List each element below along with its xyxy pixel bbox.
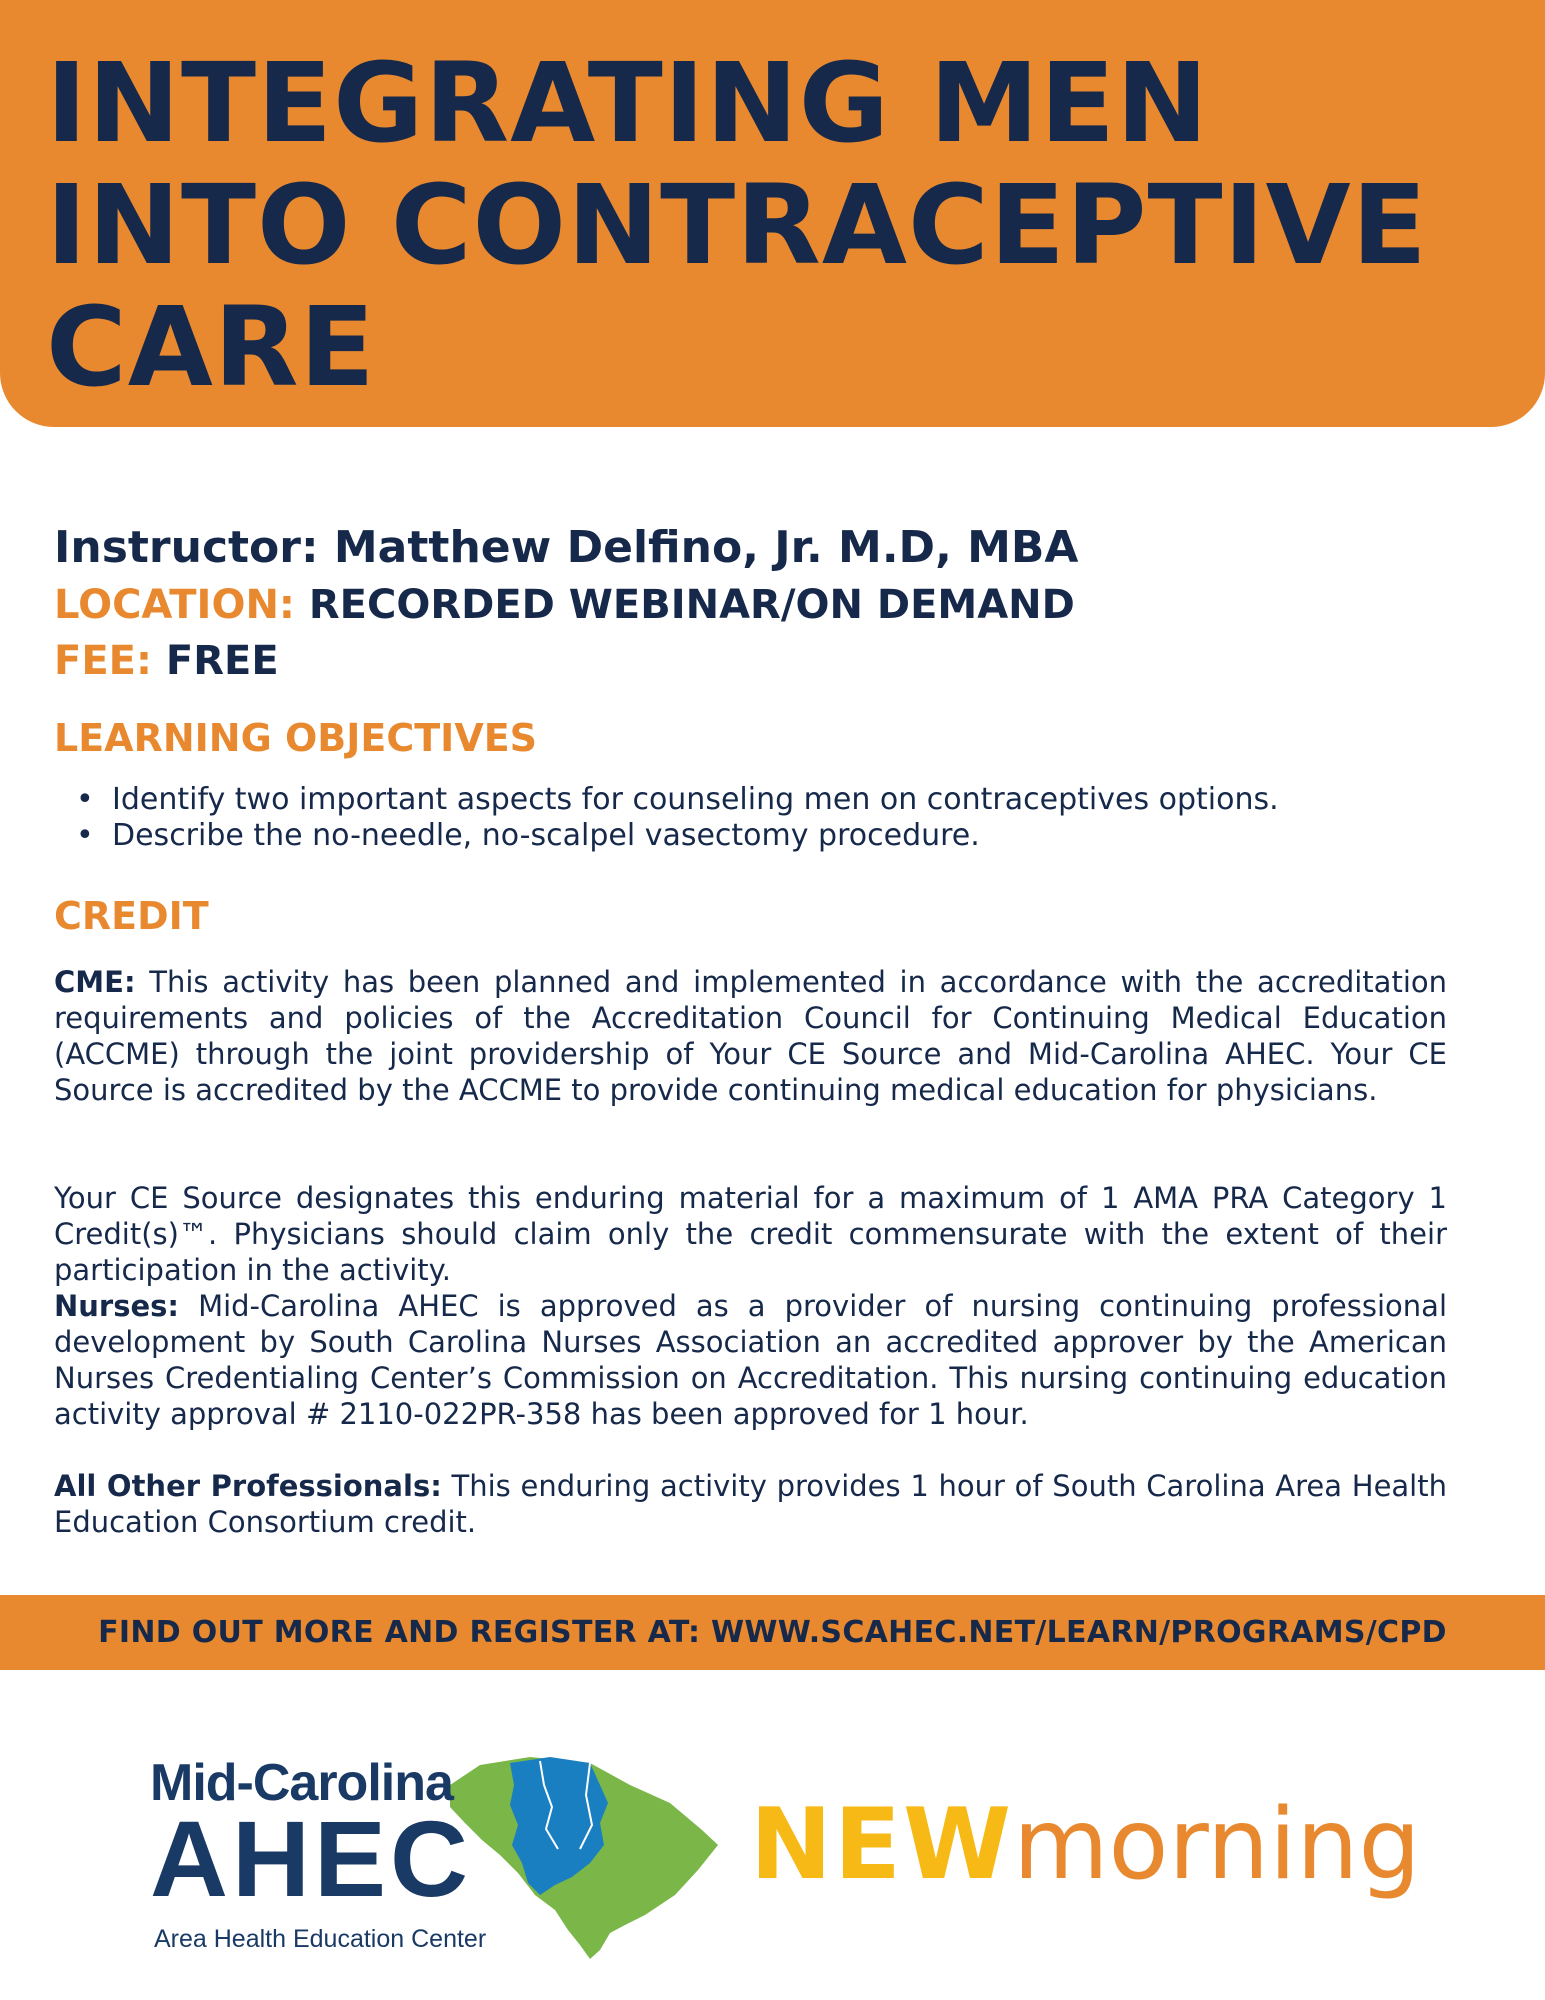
cme-paragraph <box>54 964 1447 1108</box>
objective-text: Identify two important aspects for counseling men on contraceptives options. <box>112 782 1279 817</box>
header-banner <box>0 0 1545 427</box>
list-item <box>54 782 1454 818</box>
title-line-1: INTEGRATING MEN <box>46 39 1210 167</box>
bullet-icon: • <box>76 818 94 853</box>
register-banner <box>0 1595 1545 1670</box>
objectives-heading: LEARNING OBJECTIVES <box>54 716 538 760</box>
nurses-label: Nurses: <box>54 1289 180 1323</box>
register-link[interactable]: FIND OUT MORE AND REGISTER AT: WWW.SCAHEC.NET/LEARN/PROGRAMS/CPD <box>98 1615 1447 1650</box>
fee-value: FREE <box>165 638 279 684</box>
location-line <box>54 582 1454 628</box>
objective-text: Describe the no-needle, no-scalpel vasectomy procedure. <box>112 818 980 853</box>
ahec-subtitle: Area Health Education Center <box>154 1925 487 1953</box>
ama-text: Your CE Source designates this enduring material for a maximum of 1 AMA PRA Category 1 Credit(s)™. Physicians should claim only the credit commensurate with the extent of their participation in the activity. <box>54 1181 1447 1287</box>
page-title <box>46 39 1428 411</box>
ahec-wordmark: AHEC <box>150 1798 473 1919</box>
list-item <box>54 818 1454 854</box>
instructor-line: Instructor: Matthew Delfino, Jr. M.D, MBA <box>54 522 1079 573</box>
new-morning-morning: morning <box>1013 1788 1421 1902</box>
location-label: LOCATION: <box>54 582 295 628</box>
nurses-paragraph <box>54 1288 1447 1432</box>
title-line-3: CARE <box>46 283 376 411</box>
cme-label: CME: <box>54 965 136 999</box>
fee-line <box>54 638 1454 684</box>
nurses-text: Mid-Carolina AHEC is approved as a provider of nursing continuing professional development by South Carolina Nurses Association an accredited approver by the American Nurses Credentialing Center’s Commission on Accreditation. This nursing continuing education activity approval # 2110-022PR-358 has been approved for 1 hour. <box>54 1289 1447 1431</box>
other-label: All Other Professionals: <box>54 1469 442 1503</box>
ama-paragraph <box>54 1180 1447 1288</box>
cme-text: This activity has been planned and implemented in accordance with the accreditation requirements and policies of the Accreditation Council for Continuing Medical Education (ACCME) through the joint providership of Your CE Source and Mid-Carolina AHEC. Your CE Source is accredited by the ACCME to provide continuing medical education for physicians. <box>54 965 1447 1107</box>
bullet-icon: • <box>76 782 94 817</box>
fee-label: FEE: <box>54 638 152 684</box>
ahec-logo <box>150 1745 720 1965</box>
other-professionals-paragraph <box>54 1468 1447 1540</box>
new-morning-new: NEW <box>750 1788 1014 1902</box>
new-morning-logo <box>750 1790 1421 1900</box>
ahec-name: Mid-Carolina <box>150 1754 453 1812</box>
credit-heading: CREDIT <box>54 894 209 938</box>
other-text: This enduring activity provides 1 hour of South Carolina Area Health Education Consortium credit. <box>54 1469 1447 1539</box>
objectives-list <box>54 782 1454 854</box>
location-value: RECORDED WEBINAR/ON DEMAND <box>308 582 1075 628</box>
title-line-2: INTO CONTRACEPTIVE <box>46 161 1428 289</box>
